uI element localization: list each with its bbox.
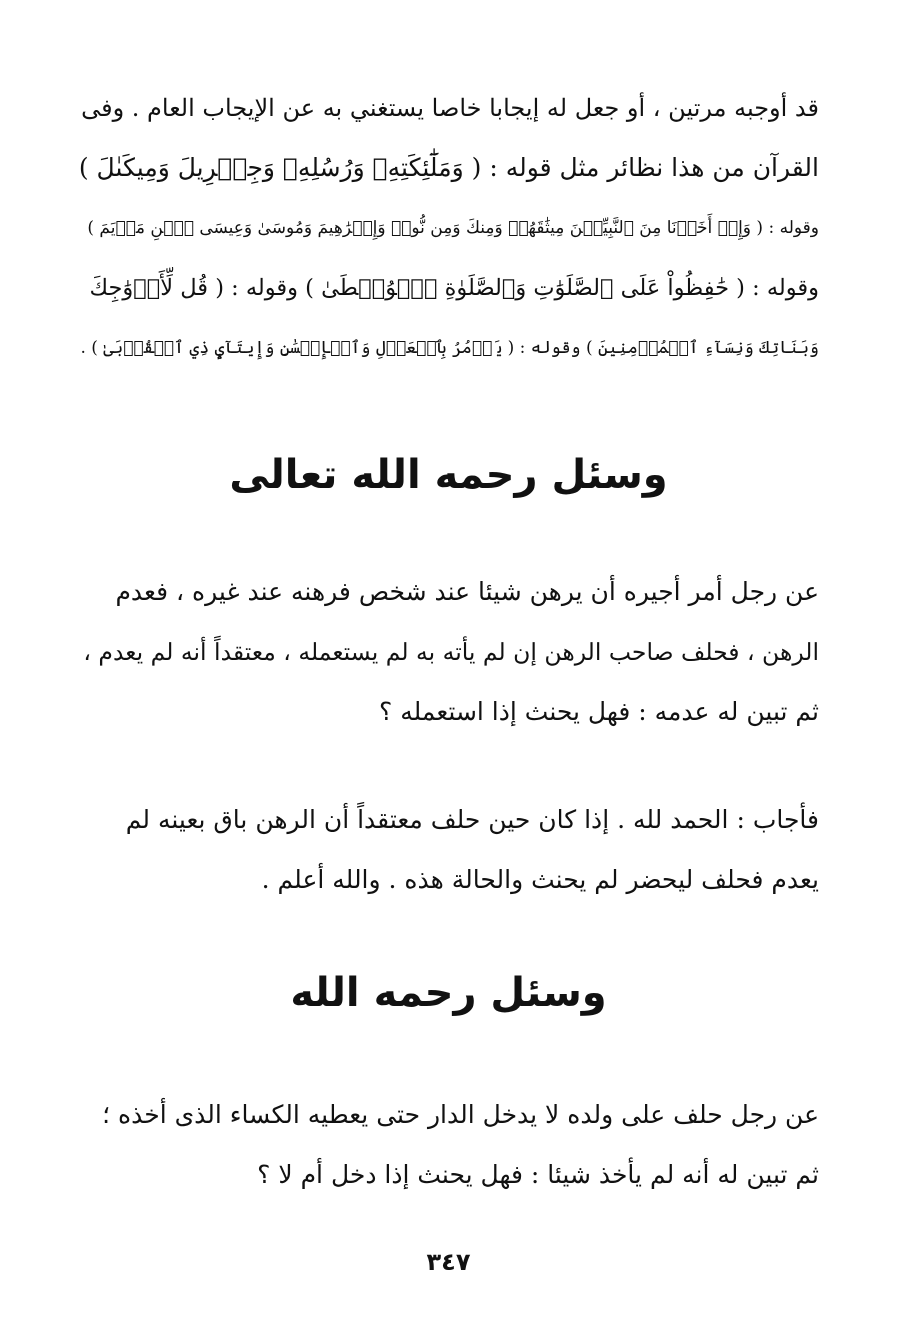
- question-line: عن رجل حلف على ولده لا يدخل الدار حتى يعطيه الكساء الذى أخذه ؛: [102, 1100, 819, 1129]
- question-line: الرهن ، فحلف صاحب الرهن إن لم يأته به لم يستعمله ، معتقداً أنه لم يعدم ،: [83, 638, 819, 666]
- question-line: ثم تبين له عدمه : فهل يحنث إذا استعمله ؟: [379, 697, 819, 726]
- intro-line-1: قد أوجبه مرتين ، أو جعل له إيجابا خاصا يستغني به عن الإيجاب العام . وفى: [81, 94, 819, 122]
- question-line: ثم تبين له أنه لم يأخذ شيئا : فهل يحنث إذا دخل أم لا ؟: [257, 1160, 819, 1189]
- section-2-heading: وسئل رحمه الله: [290, 970, 607, 1016]
- intro-line-2: القرآن من هذا نظائر مثل قوله : ( وَمَلَٰٓئِكَتِهِۦ وَرُسُلِهِۦ وَجِبۡرِيلَ وَمِيكَىٰلَ ): [79, 153, 819, 182]
- section-1-question: [79, 562, 819, 742]
- intro-line-4: وقوله : ( حَٰفِظُواْ عَلَى ٱلصَّلَوَٰتِ وَٱلصَّلَوٰةِ ٱلۡوُسۡطَىٰ ) وقوله : ( قُل لِّأَزۡوَٰجِكَ: [89, 275, 819, 301]
- question-line: عن رجل أمر أجيره أن يرهن شيئا عند شخص فرهنه عند غيره ، فعدم: [115, 577, 819, 606]
- intro-line-3: وقوله : ( وَإِذۡ أَخَذۡنَا مِنَ ٱلنَّبِيِّـۧنَ مِيثَٰقَهُمۡ وَمِنكَ وَمِن نُّوحٖ وَإِبۡرَٰهِيمَ وَمُوسَىٰ وَعِيسَى ٱبۡنِ مَرۡيَمَ ): [87, 218, 819, 238]
- section-2-question: [79, 1085, 819, 1205]
- intro-paragraph: [79, 78, 819, 378]
- answer-line: يعدم فحلف ليحضر لم يحنث والحالة هذه . والله أعلم .: [261, 865, 819, 894]
- answer-line: فأجاب : الحمد لله . إذا كان حين حلف معتقداً أن الرهن باق بعينه لم: [125, 805, 819, 834]
- intro-line-5: وَبَنَاتِكَ وَنِسَآءِ ٱلۡمُؤۡمِنِينَ ) وقوله : ( يَأۡمُرُ بِٱلۡعَدۡلِ وَٱلۡإِحۡسَٰنِ وَإِيتَآيِٕ ذِي ٱلۡقُرۡبَىٰ ) .: [80, 338, 819, 358]
- section-1-heading: وسئل رحمه الله تعالى: [229, 452, 668, 498]
- page-number: ٣٤٧: [426, 1248, 471, 1276]
- section-1-answer: [79, 790, 819, 910]
